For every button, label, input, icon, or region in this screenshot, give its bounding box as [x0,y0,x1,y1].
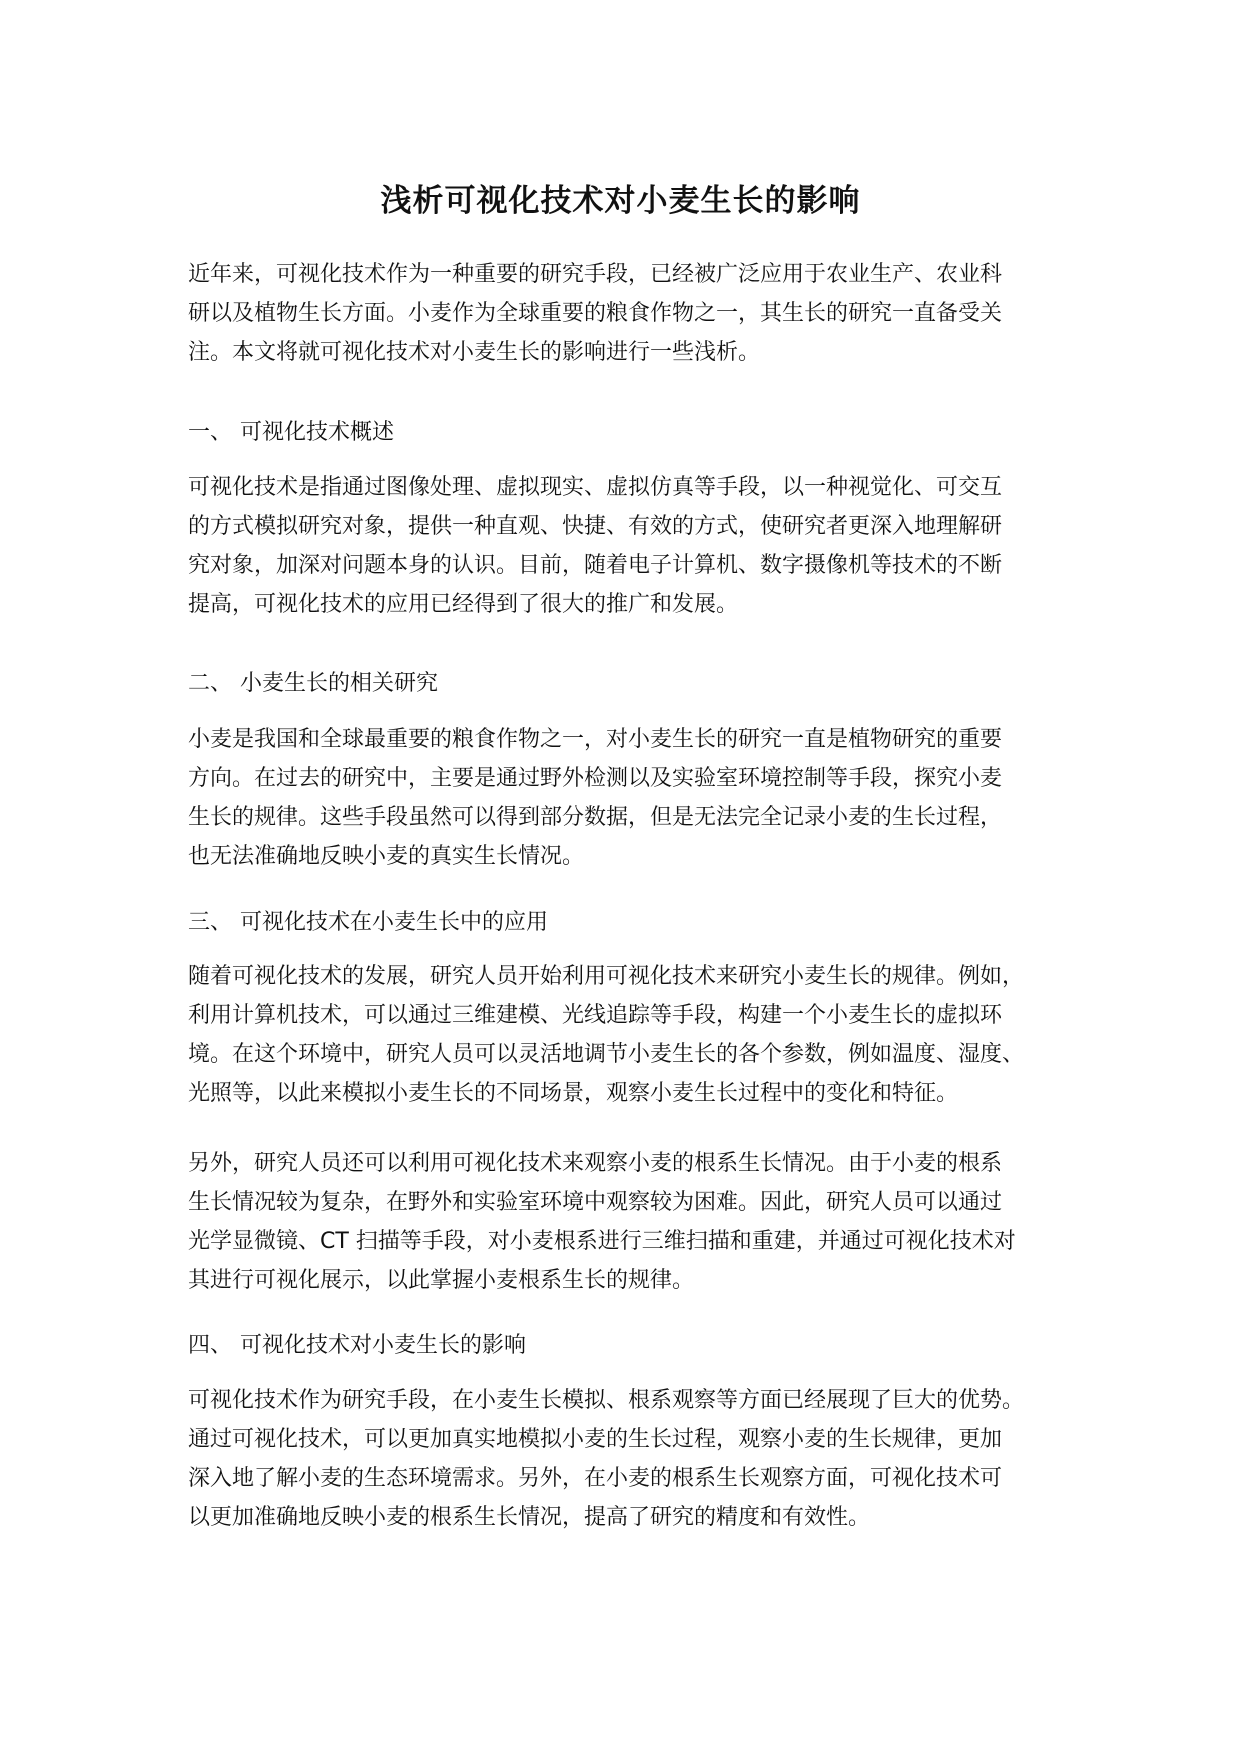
paragraph-line: 也无法准确地反映小麦的真实生长情况。 [188,844,585,869]
paragraph-line: 的方式模拟研究对象，提供一种直观、快捷、有效的方式，使研究者更深入地理解研 [188,514,1003,539]
section-heading-2 [188,664,438,703]
paragraph-line: 光学显微镜、CT 扫描等手段，对小麦根系进行三维扫描和重建，并通过可视化技术对 [188,1229,1016,1254]
section-3-paragraph-1 [188,957,1068,1113]
section-3-paragraph-2 [188,1144,1068,1300]
paragraph-line: 通过可视化技术，可以更加真实地模拟小麦的生长过程，观察小麦的生长规律，更加 [188,1427,1003,1452]
paragraph-line: 生长情况较为复杂，在野外和实验室环境中观察较为困难。因此，研究人员可以通过 [188,1190,1003,1215]
document-title: 浅析可视化技术对小麦生长的影响 [380,183,861,219]
paragraph-line: 提高，可视化技术的应用已经得到了很大的推广和发展。 [188,592,739,617]
paragraph-line: 光照等，以此来模拟小麦生长的不同场景，观察小麦生长过程中的变化和特征。 [188,1081,959,1106]
paragraph-line: 深入地了解小麦的生态环境需求。另外，在小麦的根系生长观察方面，可视化技术可 [188,1466,1003,1491]
section-number: 三、 [188,910,233,935]
paragraph-line: 究对象，加深对问题本身的认识。目前，随着电子计算机、数字摄像机等技术的不断 [188,553,1003,578]
paragraph-line: 研以及植物生长方面。小麦作为全球重要的粮食作物之一，其生长的研究一直备受关 [188,301,1003,326]
section-heading-text: 可视化技术概述 [240,420,395,445]
section-number: 二、 [188,671,233,696]
section-heading-1 [188,413,394,452]
paragraph-line: 以更加准确地反映小麦的根系生长情况，提高了研究的精度和有效性。 [188,1505,871,1530]
paragraph-line: 方向。在过去的研究中，主要是通过野外检测以及实验室环境控制等手段，探究小麦 [188,766,1003,791]
section-heading-text: 可视化技术对小麦生长的影响 [240,1333,527,1358]
paragraph-line: 生长的规律。这些手段虽然可以得到部分数据，但是无法完全记录小麦的生长过程， [188,805,1003,830]
paragraph-line: 利用计算机技术，可以通过三维建模、光线追踪等手段，构建一个小麦生长的虚拟环 [188,1003,1003,1028]
paragraph-line: 可视化技术作为研究手段，在小麦生长模拟、根系观察等方面已经展现了巨大的优势。 [188,1388,1025,1413]
paragraph-line: 境。在这个环境中，研究人员可以灵活地调节小麦生长的各个参数，例如温度、湿度、 [188,1042,1025,1067]
paragraph-line: 其进行可视化展示，以此掌握小麦根系生长的规律。 [188,1268,695,1293]
paragraph-line: 小麦是我国和全球最重要的粮食作物之一，对小麦生长的研究一直是植物研究的重要 [188,727,1003,752]
section-heading-text: 可视化技术在小麦生长中的应用 [240,910,549,935]
section-4-paragraph [188,1381,1068,1537]
section-number: 一、 [188,420,233,445]
section-heading-text: 小麦生长的相关研究 [240,671,439,696]
section-heading-3 [188,903,548,942]
intro-paragraph [188,255,1068,372]
paragraph-line: 近年来，可视化技术作为一种重要的研究手段，已经被广泛应用于农业生产、农业科 [188,262,1003,287]
section-heading-4 [188,1326,526,1365]
section-number: 四、 [188,1333,233,1358]
section-1-paragraph [188,468,1068,624]
paragraph-line: 注。本文将就可视化技术对小麦生长的影响进行一些浅析。 [188,340,761,365]
section-2-paragraph [188,720,1068,876]
paragraph-line: 可视化技术是指通过图像处理、虚拟现实、虚拟仿真等手段，以一种视觉化、可交互 [188,475,1003,500]
paragraph-line: 随着可视化技术的发展，研究人员开始利用可视化技术来研究小麦生长的规律。例如， [188,964,1025,989]
paragraph-line: 另外，研究人员还可以利用可视化技术来观察小麦的根系生长情况。由于小麦的根系 [188,1151,1003,1176]
